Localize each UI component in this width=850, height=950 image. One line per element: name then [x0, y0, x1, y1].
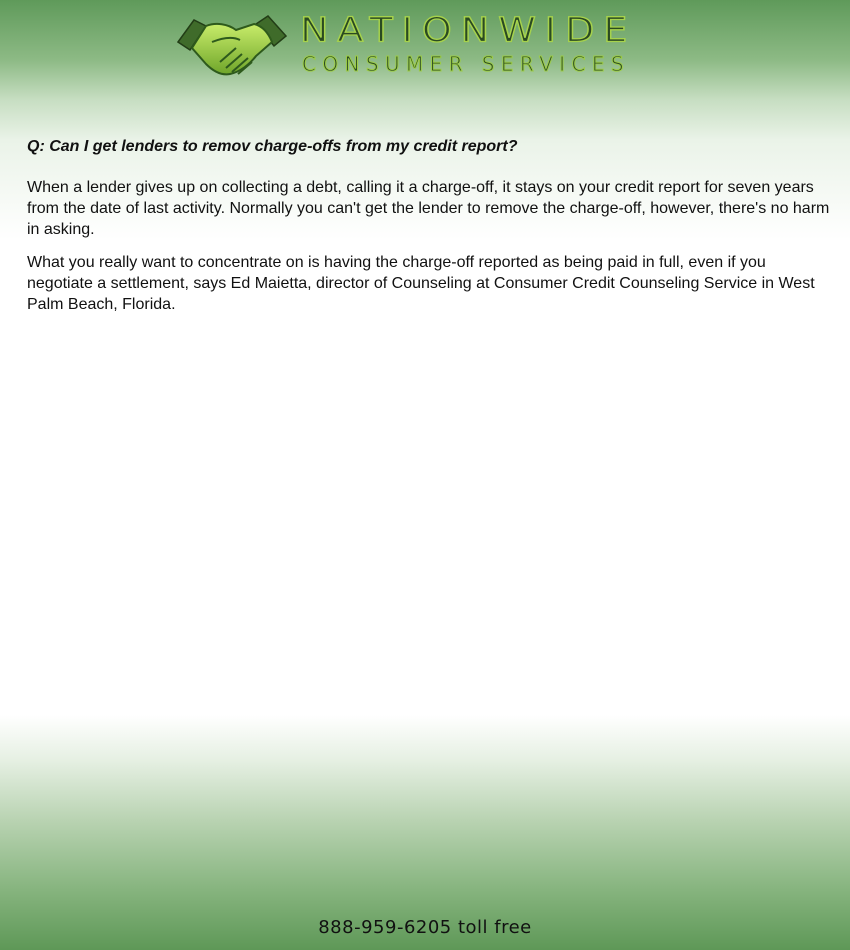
article — [27, 136, 833, 327]
site-header — [0, 8, 850, 84]
handshake-icon — [176, 12, 288, 78]
answer-paragraph: When a lender gives up on collecting a debt, calling it a charge-off, it stays on your credit report for seven years from the date of last activity. Normally you can't get the lender to remove the charge-off, however, there's no harm in asking. — [27, 179, 830, 238]
question-heading: Q: Can I get lenders to remov charge-offs from my credit report? — [27, 138, 518, 155]
logo-title: NATIONWIDE — [300, 10, 637, 50]
toll-free-phone: 888-959-6205 toll free — [318, 917, 532, 938]
logo-subtitle: CONSUMER SERVICES — [302, 52, 630, 76]
answer-paragraph: What you really want to concentrate on is having the charge-off reported as being paid in full, even if you negotiate a settlement, says Ed Maietta, director of Counseling at Consumer Credit Counseling Service in West Palm Beach, Florida. — [27, 254, 815, 313]
